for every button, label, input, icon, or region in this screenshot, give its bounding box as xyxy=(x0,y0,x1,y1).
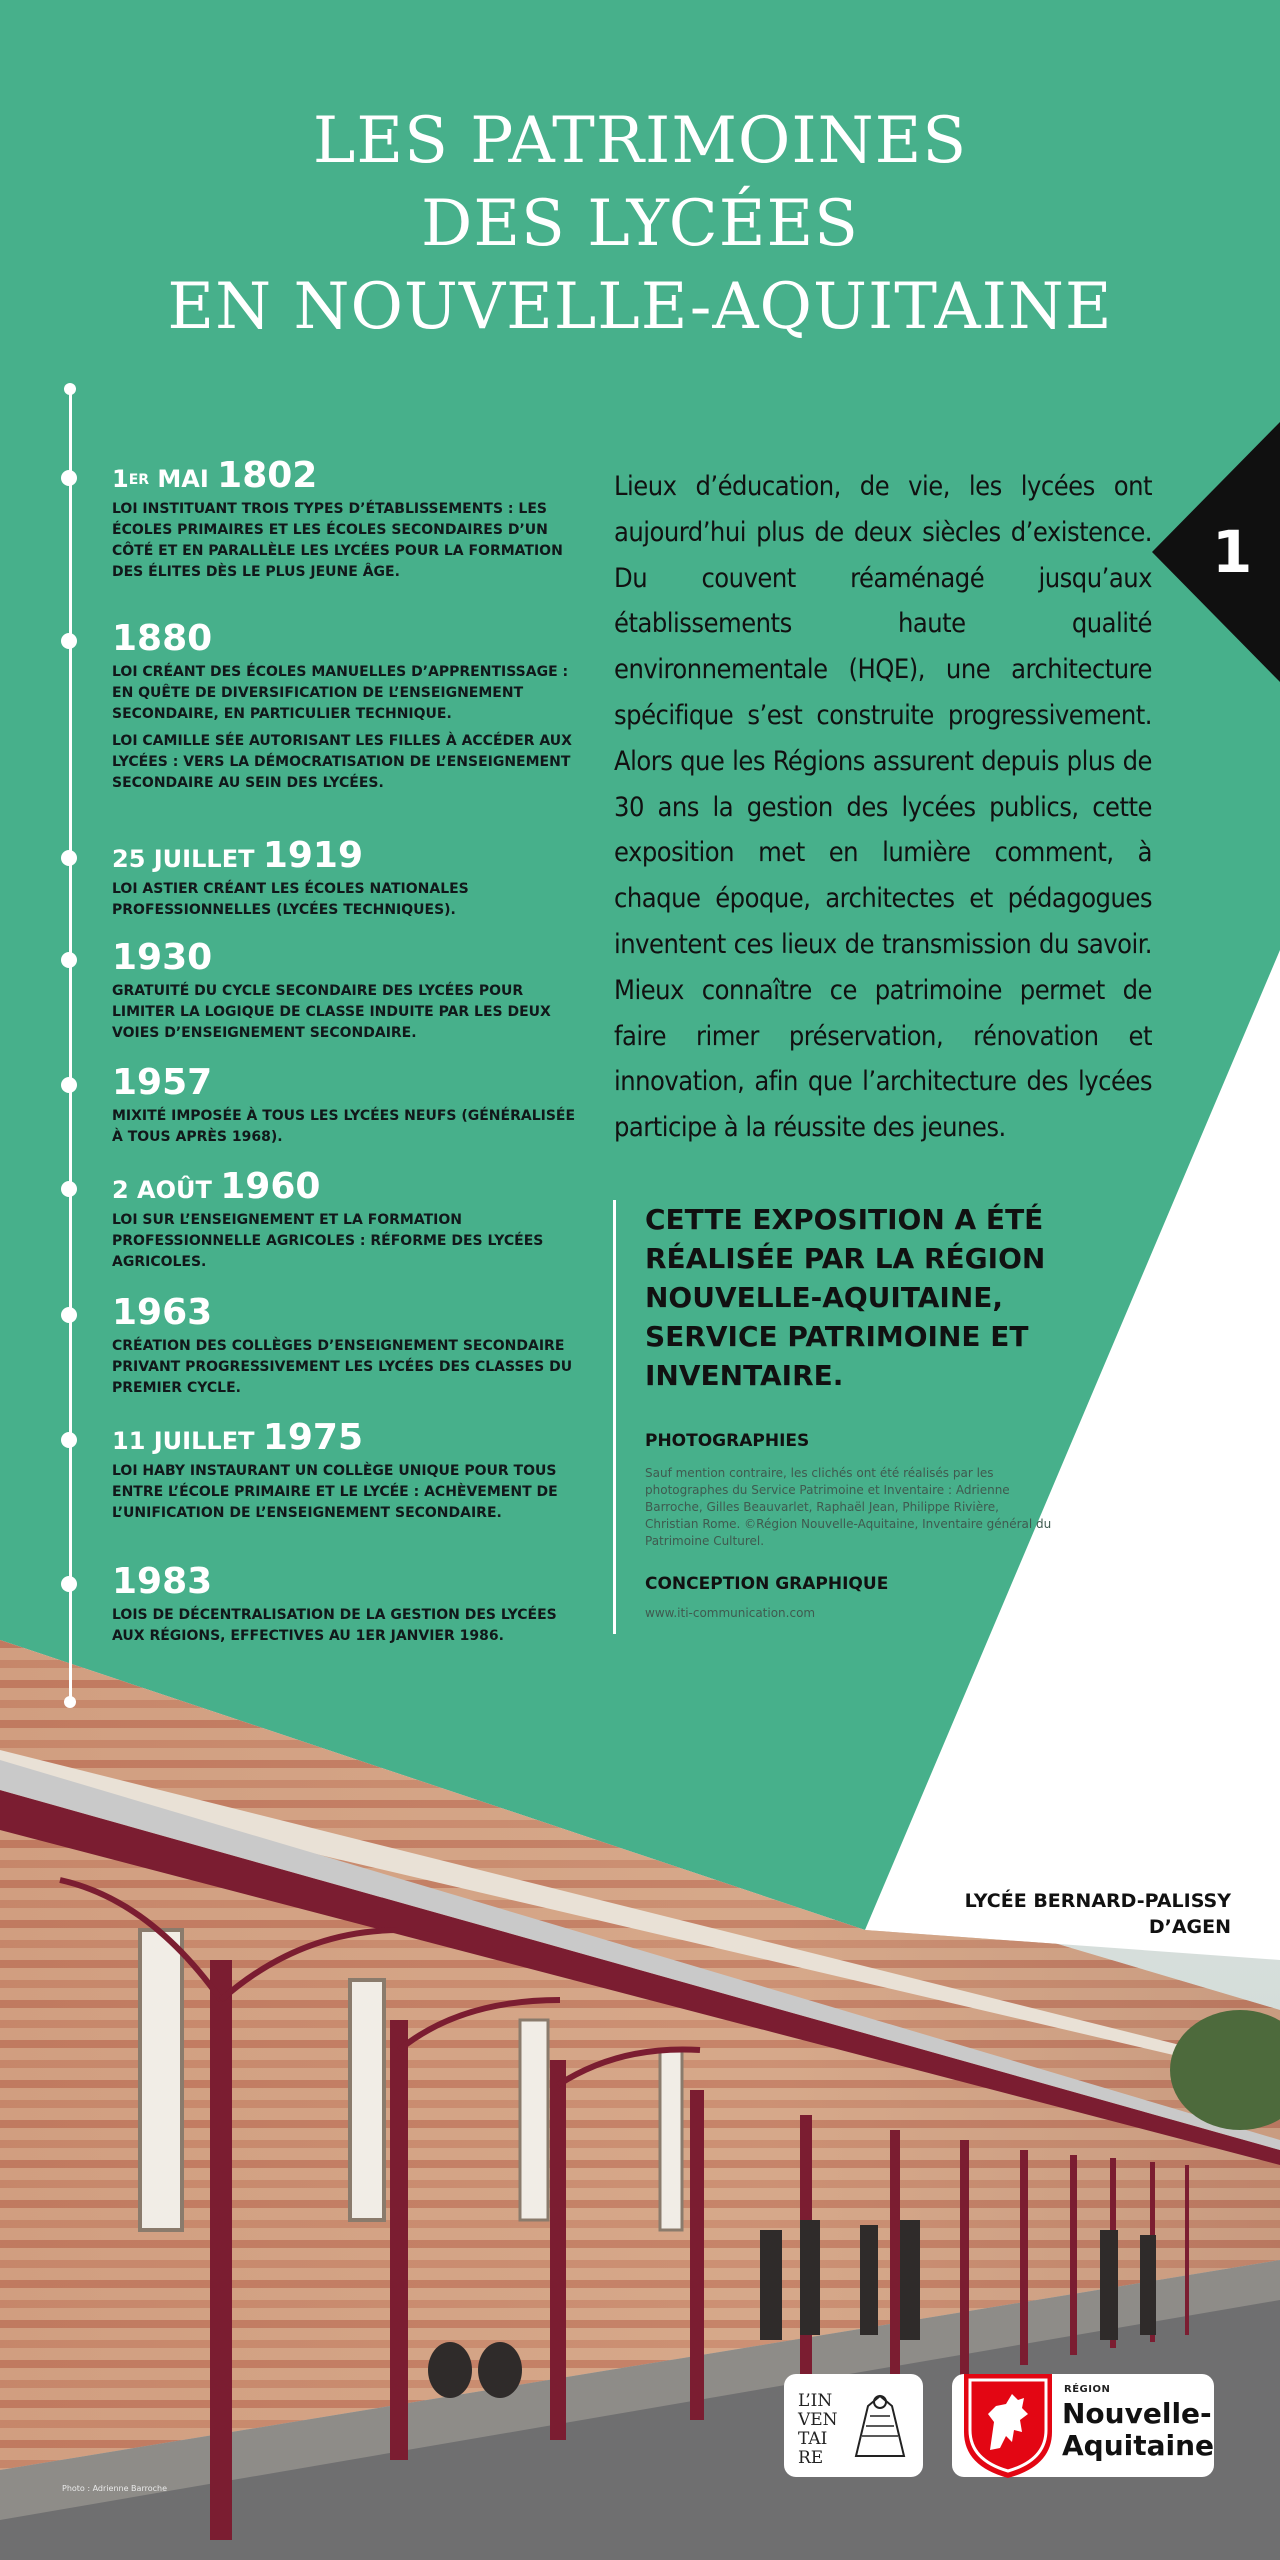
timeline-date xyxy=(112,619,582,662)
timeline-dot xyxy=(61,1576,77,1592)
inv-line: L’IN xyxy=(798,2391,833,2411)
timeline-dot xyxy=(61,1181,77,1197)
timeline-paragraph: LOI INSTITUANT TROIS TYPES D’ÉTABLISSEMENTS : LES ÉCOLES PRIMAIRES ET LES ÉCOLES SECONDAIRES D’UN CÔTÉ ET EN PARALLÈLE LES LYCÉES POUR LA FORMATION DES ÉLITES DÈS LE PLUS JEUNE ÂGE. xyxy=(112,501,563,580)
timeline-dot xyxy=(61,1077,77,1093)
design-url[interactable]: www.iti-communication.com xyxy=(645,1606,816,1620)
credits-block xyxy=(645,1200,1055,1620)
date-prefix: 25 JUILLET xyxy=(112,845,263,873)
inv-line: TAI xyxy=(798,2429,828,2449)
date-prefix: 2 AOÛT xyxy=(112,1176,221,1204)
date-year: 1930 xyxy=(112,937,213,978)
timeline-dot xyxy=(61,633,77,649)
inventaire-logo xyxy=(784,2374,923,2477)
date-year: 1802 xyxy=(217,455,318,496)
lycee-name: LYCÉE BERNARD-PALISSY xyxy=(964,1890,1231,1912)
date-year: 1919 xyxy=(262,835,364,876)
region-name-line: Nouvelle- xyxy=(1062,2397,1212,2430)
timeline-text xyxy=(112,1210,582,1273)
date-year: 1880 xyxy=(112,618,213,659)
timeline-text xyxy=(112,879,582,921)
timeline-item-1880 xyxy=(112,619,582,800)
timeline-date xyxy=(112,1167,582,1210)
timeline-paragraph: LOI ASTIER CRÉANT LES ÉCOLES NATIONALES PROFESSIONNELLES (LYCÉES TECHNIQUES). xyxy=(112,881,469,918)
timeline-text xyxy=(112,1106,582,1148)
timeline-date xyxy=(112,1063,582,1106)
timeline-paragraph: GRATUITÉ DU CYCLE SECONDAIRE DES LYCÉES POUR LIMITER LA LOGIQUE DE CLASSE INDUITE PAR LES DEUX VOIES D’ENSEIGNEMENT SECONDAIRE. xyxy=(112,983,551,1041)
timeline-text xyxy=(112,981,582,1044)
timeline-item-1957 xyxy=(112,1063,582,1154)
timeline-end-dot xyxy=(64,1696,76,1708)
date-year: 1983 xyxy=(112,1561,213,1602)
inventaire-figure-icon xyxy=(846,2386,914,2466)
inv-line: VEN xyxy=(798,2410,838,2430)
timeline-paragraph: LOI HABY INSTAURANT UN COLLÈGE UNIQUE POUR TOUS ENTRE L’ÉCOLE PRIMAIRE ET LE LYCÉE : ACHÈVEMENT DE L’UNIFICATION DE L’ENSEIGNEMENT SECONDAIRE. xyxy=(112,1463,558,1521)
timeline-paragraph: LOI CAMILLE SÉE AUTORISANT LES FILLES À ACCÉDER AUX LYCÉES : VERS LA DÉMOCRATISATION DE L’ENSEIGNEMENT SECONDAIRE AU SEIN DES LYCÉES. xyxy=(112,733,572,791)
timeline-date xyxy=(112,456,582,499)
timeline-paragraph: LOI SUR L’ENSEIGNEMENT ET LA FORMATION PROFESSIONNELLE AGRICOLES : RÉFORME DES LYCÉES AGRICOLES. xyxy=(112,1212,544,1270)
timeline-dot xyxy=(61,952,77,968)
date-prefix: 1 xyxy=(112,465,129,493)
timeline-dot xyxy=(61,850,77,866)
timeline-paragraph: LOIS DE DÉCENTRALISATION DE LA GESTION DES LYCÉES AUX RÉGIONS, EFFECTIVES AU 1ER JANVIER 1986. xyxy=(112,1607,557,1644)
date-year: 1960 xyxy=(220,1166,321,1207)
timeline-paragraph: CRÉATION DES COLLÈGES D’ENSEIGNEMENT SECONDAIRE PRIVANT PROGRESSIVEMENT LES LYCÉES DES CLASSES DU PREMIER CYCLE. xyxy=(112,1338,573,1396)
title-line-3: EN NOUVELLE-AQUITAINE xyxy=(167,270,1113,344)
date-year: 1963 xyxy=(112,1292,213,1333)
date-sup: ER xyxy=(128,472,150,488)
date-mid: MAI xyxy=(149,465,218,493)
title-line-2: DES LYCÉES xyxy=(421,187,859,261)
timeline-item-1975 xyxy=(112,1418,582,1530)
timeline-item-1960 xyxy=(112,1167,582,1279)
timeline-date xyxy=(112,938,582,981)
lycee-city: D’AGEN xyxy=(1148,1916,1231,1938)
inventaire-wordmark xyxy=(798,2392,838,2468)
photo-credit: Photo : Adrienne Barroche xyxy=(62,2484,167,2493)
inv-line: RE xyxy=(798,2448,824,2468)
page-title xyxy=(0,100,1280,349)
title-line-1: LES PATRIMOINES xyxy=(312,104,968,178)
timeline-date xyxy=(112,1418,582,1461)
timeline-date xyxy=(112,836,582,879)
timeline-paragraph: LOI CRÉANT DES ÉCOLES MANUELLES D’APPRENTISSAGE : EN QUÊTE DE DIVERSIFICATION DE L’ENSEIGNEMENT SECONDAIRE, EN PARTICULIER TECHNIQUE. xyxy=(112,664,569,722)
timeline-text xyxy=(112,1461,582,1524)
timeline-item-1983 xyxy=(112,1562,582,1653)
region-name xyxy=(1062,2398,1214,2462)
timeline-paragraph: MIXITÉ IMPOSÉE À TOUS LES LYCÉES NEUFS (GÉNÉRALISÉE À TOUS APRÈS 1968). xyxy=(112,1108,576,1145)
timeline-text xyxy=(112,1336,582,1399)
photos-label: PHOTOGRAPHIES xyxy=(645,1431,810,1451)
date-year: 1957 xyxy=(112,1062,213,1103)
timeline-text xyxy=(112,662,582,794)
timeline-date xyxy=(112,1562,582,1605)
date-year: 1975 xyxy=(262,1417,364,1458)
timeline-item-1919 xyxy=(112,836,582,927)
region-name-line: Aquitaine xyxy=(1062,2429,1215,2462)
region-logo xyxy=(952,2374,1214,2477)
timeline-item-1930 xyxy=(112,938,582,1050)
date-prefix: 11 JUILLET xyxy=(112,1427,263,1455)
design-label: CONCEPTION GRAPHIQUE xyxy=(645,1574,889,1594)
timeline-dot xyxy=(61,470,77,486)
region-shield-icon xyxy=(960,2370,1056,2480)
timeline-text xyxy=(112,1605,582,1647)
credits-divider xyxy=(613,1200,616,1634)
timeline-item-1963 xyxy=(112,1293,582,1405)
timeline-dot xyxy=(61,1432,77,1448)
lycee-caption xyxy=(965,1888,1231,1940)
region-small-label: RÉGION xyxy=(1064,2384,1111,2395)
timeline-text xyxy=(112,499,582,583)
photos-text: Sauf mention contraire, les clichés ont été réalisés par les photographes du Service Patrimoine et Inventaire : Adrienne Barroche, Gilles Beauvarlet, Raphaël Jean, Philippe Rivière, Christian Rome. ©Région Nouvelle-Aquitaine, Inventaire général du Patrimoine Culturel. xyxy=(645,1466,1052,1548)
timeline-start-dot xyxy=(64,383,76,395)
credits-heading: CETTE EXPOSITION A ÉTÉ RÉALISÉE PAR LA RÉGION NOUVELLE-AQUITAINE, SERVICE PATRIMOINE ET INVENTAIRE. xyxy=(645,1203,1046,1392)
timeline-line xyxy=(69,388,72,1706)
timeline-date xyxy=(112,1293,582,1336)
timeline-item-1802 xyxy=(112,456,582,589)
timeline-dot xyxy=(61,1307,77,1323)
panel-number: 1 xyxy=(1212,518,1253,586)
intro-paragraph: Lieux d’éducation, de vie, les lycées ont aujourd’hui plus de deux siècles d’existence. Du couvent réaménagé jusqu’aux établissements haute qualité environnementale (HQE), une architecture spécifique s’est construite progressivement. Alors que les Régions assurent depuis plus de 30 ans la gestion des lycées publics, cette exposition met en lumière comment, à chaque époque, architectes et pédagogues inventent ces lieux de transmission du savoir. Mieux connaître ce patrimoine permet de faire rimer préservation, rénovation et innovation, afin que l’architecture des lycées participe à la réussite des jeunes. xyxy=(614,471,1152,1144)
